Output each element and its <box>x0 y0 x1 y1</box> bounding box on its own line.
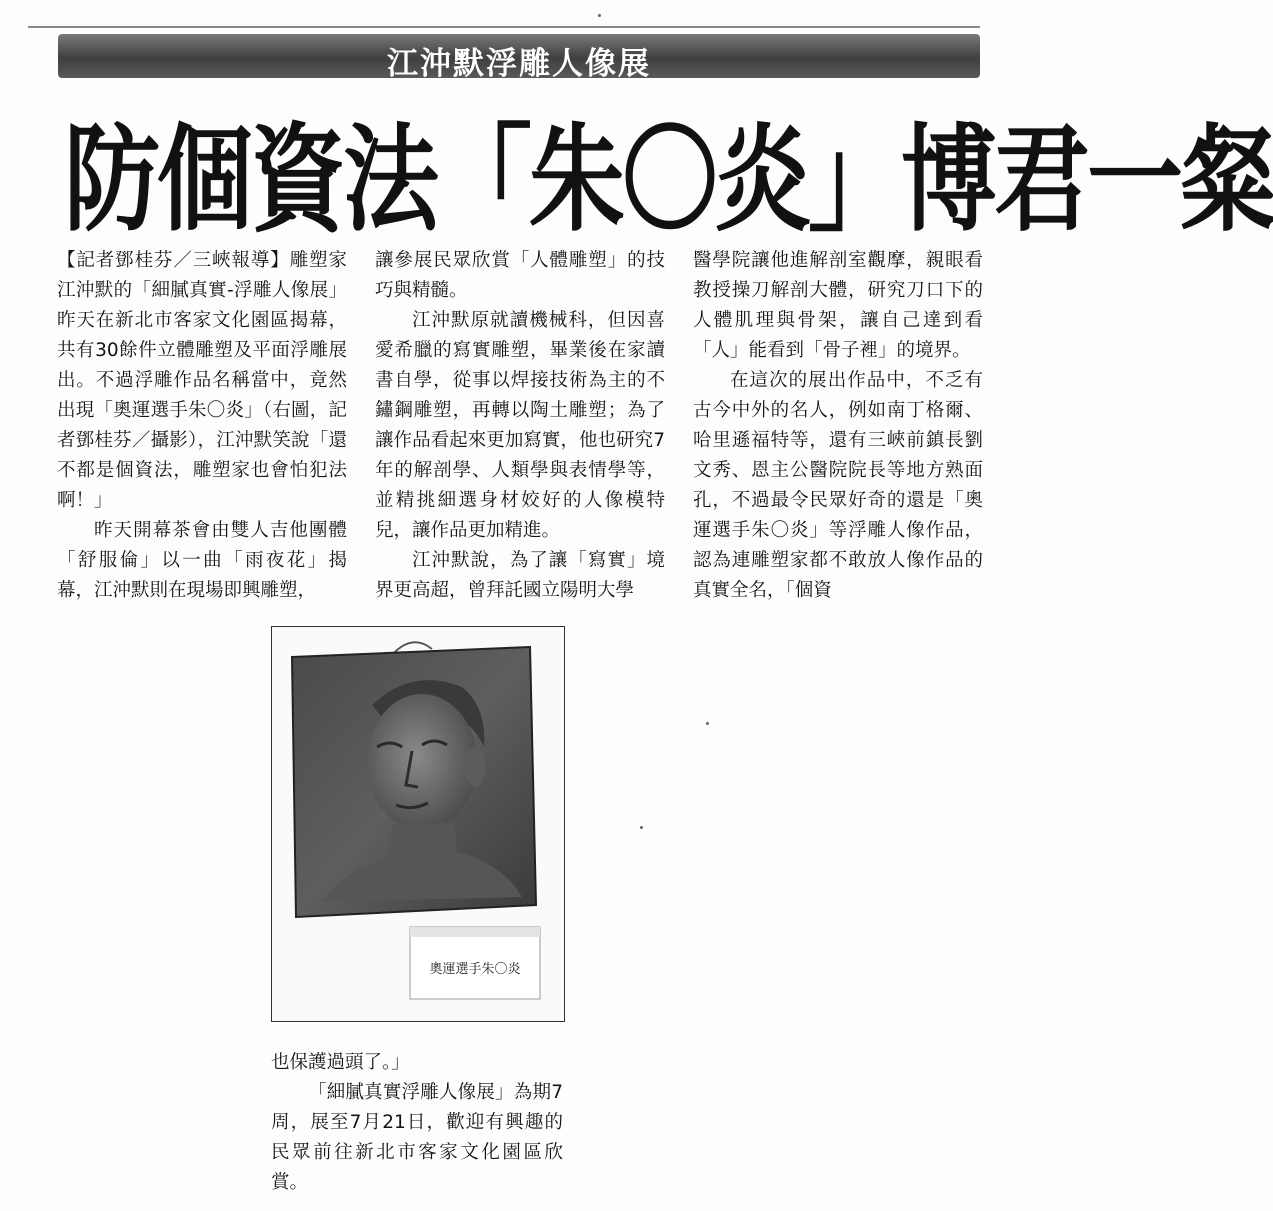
article-column-1 <box>57 246 347 606</box>
plaque-label: 奧運選手朱〇炎 <box>429 962 521 977</box>
paragraph: 讓參展民眾欣賞「人體雕塑」的技巧與精髓。 <box>375 250 665 301</box>
headline: 防個資法「朱〇炎」博君一粲 <box>64 111 1273 248</box>
print-speck <box>598 14 601 17</box>
section-banner <box>58 34 980 82</box>
paragraph: 也保護過頭了。」 <box>271 1052 410 1073</box>
print-speck <box>706 722 709 725</box>
paragraph: 醫學院讓他進解剖室觀摩，親眼看教授操刀解剖大體，研究刀口下的人體肌理與骨架，讓自己達到看「人」能看到「骨子裡」的境界。 <box>693 250 983 361</box>
relief-sculpture-image <box>272 627 564 1021</box>
article-column-2 <box>375 246 665 606</box>
article-column-3 <box>693 246 983 606</box>
article-tail <box>271 1048 563 1198</box>
paragraph: 江沖默原就讀機械科，但因喜愛希臘的寫實雕塑，畢業後在家讀書自學，從事以焊接技術為主的不鏽鋼雕塑，再轉以陶土雕塑；為了讓作品看起來更加寫實，他也研究7年的解剖學、人類學與表情學等，並精挑細選身材姣好的人像模特兒，讓作品更加精進。 <box>375 310 665 541</box>
paragraph: 昨天開幕茶會由雙人吉他團體「舒服倫」以一曲「雨夜花」揭幕，江沖默則在現場即興雕塑， <box>57 520 347 601</box>
print-speck <box>640 826 643 829</box>
paragraph: 「細膩真實浮雕人像展」為期7周，展至7月21日，歡迎有興趣的民眾前往新北市客家文化園區欣賞。 <box>271 1082 563 1193</box>
banner-title: 江沖默浮雕人像展 <box>387 46 651 82</box>
paragraph: 江沖默說，為了讓「寫實」境界更高超，曾拜託國立陽明大學 <box>375 550 665 601</box>
top-rule <box>28 26 980 28</box>
relief-sculpture-photo <box>271 626 565 1022</box>
paragraph: 在這次的展出作品中，不乏有古今中外的名人，例如南丁格爾、哈里遜福特等，還有三峽前鎮長劉文秀、恩主公醫院院長等地方熟面孔，不過最令民眾好奇的還是「奧運選手朱〇炎」等浮雕人像作品，認為連雕塑家都不敢放人像作品的真實全名，「個資 <box>693 370 983 601</box>
paragraph: 【記者鄧桂芬／三峽報導】雕塑家江沖默的「細膩真實-浮雕人像展」昨天在新北市客家文化園區揭幕，共有30餘件立體雕塑及平面浮雕展出。不過浮雕作品名稱當中，竟然出現「奧運選手朱〇炎」（右圖，記者鄧桂芬／攝影），江沖默笑說「還不都是個資法，雕塑家也會怕犯法啊！」 <box>57 250 347 511</box>
